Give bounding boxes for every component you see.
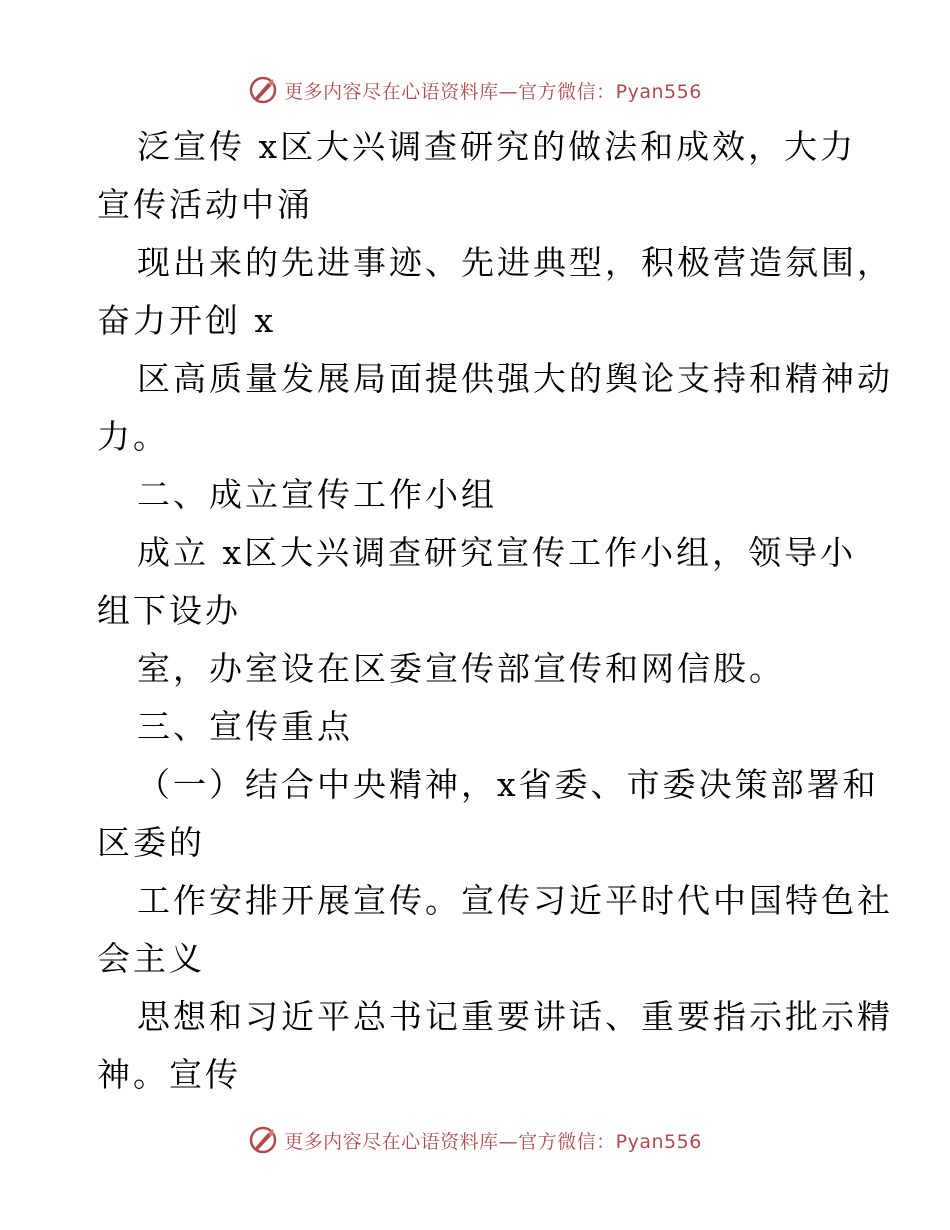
text-line: 奋力开创 x	[97, 301, 277, 340]
quill-logo-icon	[248, 75, 278, 105]
footer-watermark	[0, 1120, 950, 1160]
text-line: 成立 x区大兴调查研究宣传工作小组，领导小	[137, 533, 857, 572]
text-line: 力。	[97, 417, 169, 456]
text-line: 宣传活动中涌	[97, 185, 313, 224]
text-line: 现出来的先进事迹、先进典型，积极营造氛围，	[137, 243, 893, 282]
watermark-text: 更多内容尽在心语资料库—官方微信：Pyan556	[284, 80, 702, 103]
text-line: 泛宣传 x区大兴调查研究的做法和成效，大力	[137, 127, 857, 166]
text-line: 室，办室设在区委宣传部宣传和网信股。	[137, 649, 785, 688]
text-line: 组下设办	[97, 591, 241, 630]
section-heading: 二、成立宣传工作小组	[137, 475, 497, 514]
text-line: 会主义	[97, 939, 205, 978]
text-line: 工作安排开展宣传。宣传习近平时代中国特色社	[137, 881, 893, 920]
watermark-text: 更多内容尽在心语资料库—官方微信：Pyan556	[284, 1130, 702, 1153]
text-line: 神。宣传	[97, 1055, 241, 1094]
text-line: 思想和习近平总书记重要讲话、重要指示批示精	[137, 997, 893, 1036]
section-heading: 三、宣传重点	[137, 707, 353, 746]
text-line: 区委的	[97, 823, 205, 862]
quill-logo-icon	[248, 1125, 278, 1155]
header-watermark	[0, 70, 950, 110]
text-line: 区高质量发展局面提供强大的舆论支持和精神动	[137, 359, 893, 398]
text-line: （一）结合中央精神，x省委、市委决策部署和	[137, 765, 879, 804]
